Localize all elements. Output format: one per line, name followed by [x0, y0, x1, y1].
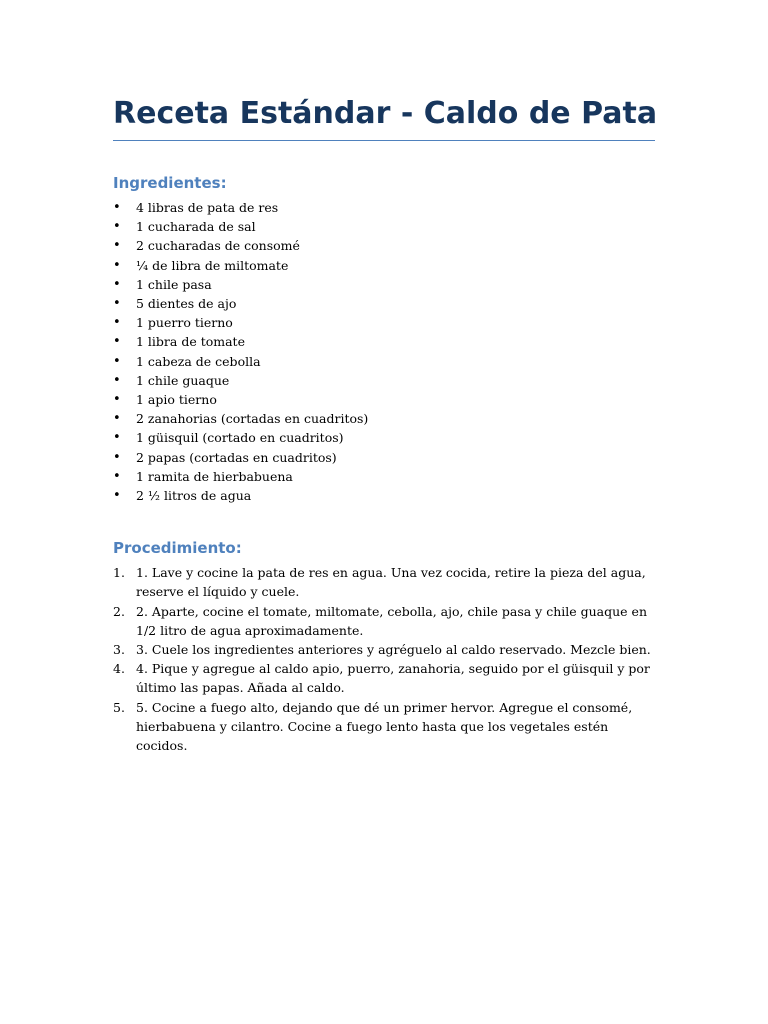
ingredient-text: 4 libras de pata de res	[136, 200, 279, 215]
ingredient-text: 1 cabeza de cebolla	[136, 353, 261, 369]
bullet-icon: •	[113, 353, 121, 369]
ingredient-item	[113, 256, 655, 275]
bullet-icon: •	[113, 372, 121, 388]
bullet-icon: •	[113, 257, 121, 273]
bullet-icon: •	[113, 200, 121, 215]
step-text: 3. Cuele los ingredientes anteriores y agréguelo al caldo reservado. Mezcle bien.	[136, 642, 651, 658]
step-text: 1. Lave y cocine la pata de res en agua. Una vez cocida, retire la pieza del agua, reserve el líquido y cuele.	[136, 565, 646, 600]
step-text: 4. Pique y agregue al caldo apio, puerro, zanahoria, seguido por el güisquil y por último las papas. Añada al caldo.	[136, 661, 650, 696]
step-number: 4.	[113, 661, 125, 677]
procedure-step	[113, 659, 655, 697]
ingredient-text: 1 puerro tierno	[136, 315, 233, 331]
ingredient-item	[113, 428, 655, 447]
ingredients-list	[113, 198, 655, 505]
bullet-icon: •	[113, 238, 121, 254]
ingredient-item	[113, 390, 655, 409]
ingredient-item	[113, 236, 655, 255]
procedure-step	[113, 602, 655, 640]
ingredient-text: 2 ½ litros de agua	[136, 488, 252, 504]
bullet-icon: •	[113, 276, 121, 292]
procedure-step	[113, 640, 655, 659]
ingredient-item	[113, 409, 655, 428]
document-body	[113, 92, 658, 755]
bullet-icon: •	[113, 488, 121, 504]
step-number: 5.	[113, 699, 125, 715]
ingredient-text: 1 libra de tomate	[136, 334, 245, 350]
ingredient-item	[113, 294, 655, 313]
procedure-step	[113, 698, 655, 756]
ingredient-text: 5 dientes de ajo	[136, 296, 237, 312]
ingredient-text: 2 cucharadas de consomé	[136, 238, 300, 254]
bullet-icon: •	[113, 449, 121, 465]
procedure-list	[113, 563, 655, 755]
step-text: 2. Aparte, cocine el tomate, miltomate, cebolla, ajo, chile pasa y chile guaque en 1/2 litro de agua aproximadamente.	[136, 603, 647, 638]
bullet-icon: •	[113, 315, 121, 331]
bullet-icon: •	[113, 296, 121, 312]
bullet-icon: •	[113, 219, 121, 235]
ingredient-text: 2 zanahorias (cortadas en cuadritos)	[136, 411, 369, 427]
ingredient-item	[113, 467, 655, 486]
ingredients-heading: Ingredientes:	[113, 174, 227, 192]
step-number: 1.	[113, 565, 125, 581]
bullet-icon: •	[113, 411, 121, 427]
ingredient-text: 1 chile guaque	[136, 372, 230, 388]
ingredient-text: 1 apio tierno	[136, 392, 217, 408]
ingredient-item	[113, 486, 655, 505]
bullet-icon: •	[113, 392, 121, 408]
page-title: Receta Estándar - Caldo de Pata	[113, 92, 655, 141]
bullet-icon: •	[113, 334, 121, 350]
step-text: 5. Cocine a fuego alto, dejando que dé un primer hervor. Agregue el consomé, hierbabuena y cilantro. Cocine a fuego lento hasta que los vegetales estén cocidos.	[136, 699, 633, 754]
procedure-heading: Procedimiento:	[113, 539, 242, 558]
bullet-icon: •	[113, 430, 121, 446]
ingredient-item	[113, 198, 655, 217]
ingredient-text: 1 cucharada de sal	[136, 219, 256, 235]
ingredient-text: 1 ramita de hierbabuena	[136, 468, 293, 484]
ingredient-item	[113, 448, 655, 467]
step-number: 3.	[113, 642, 125, 658]
ingredient-item	[113, 313, 655, 332]
ingredient-item	[113, 371, 655, 390]
ingredient-item	[113, 352, 655, 371]
ingredient-text: 1 chile pasa	[136, 276, 212, 292]
procedure-step	[113, 563, 655, 601]
ingredient-item	[113, 275, 655, 294]
step-number: 2.	[113, 603, 125, 619]
ingredient-text: ¼ de libra de miltomate	[136, 257, 289, 273]
ingredient-text: 2 papas (cortadas en cuadritos)	[136, 449, 337, 465]
ingredient-text: 1 güisquil (cortado en cuadritos)	[136, 430, 344, 446]
ingredient-item	[113, 217, 655, 236]
ingredient-item	[113, 332, 655, 351]
bullet-icon: •	[113, 468, 121, 484]
